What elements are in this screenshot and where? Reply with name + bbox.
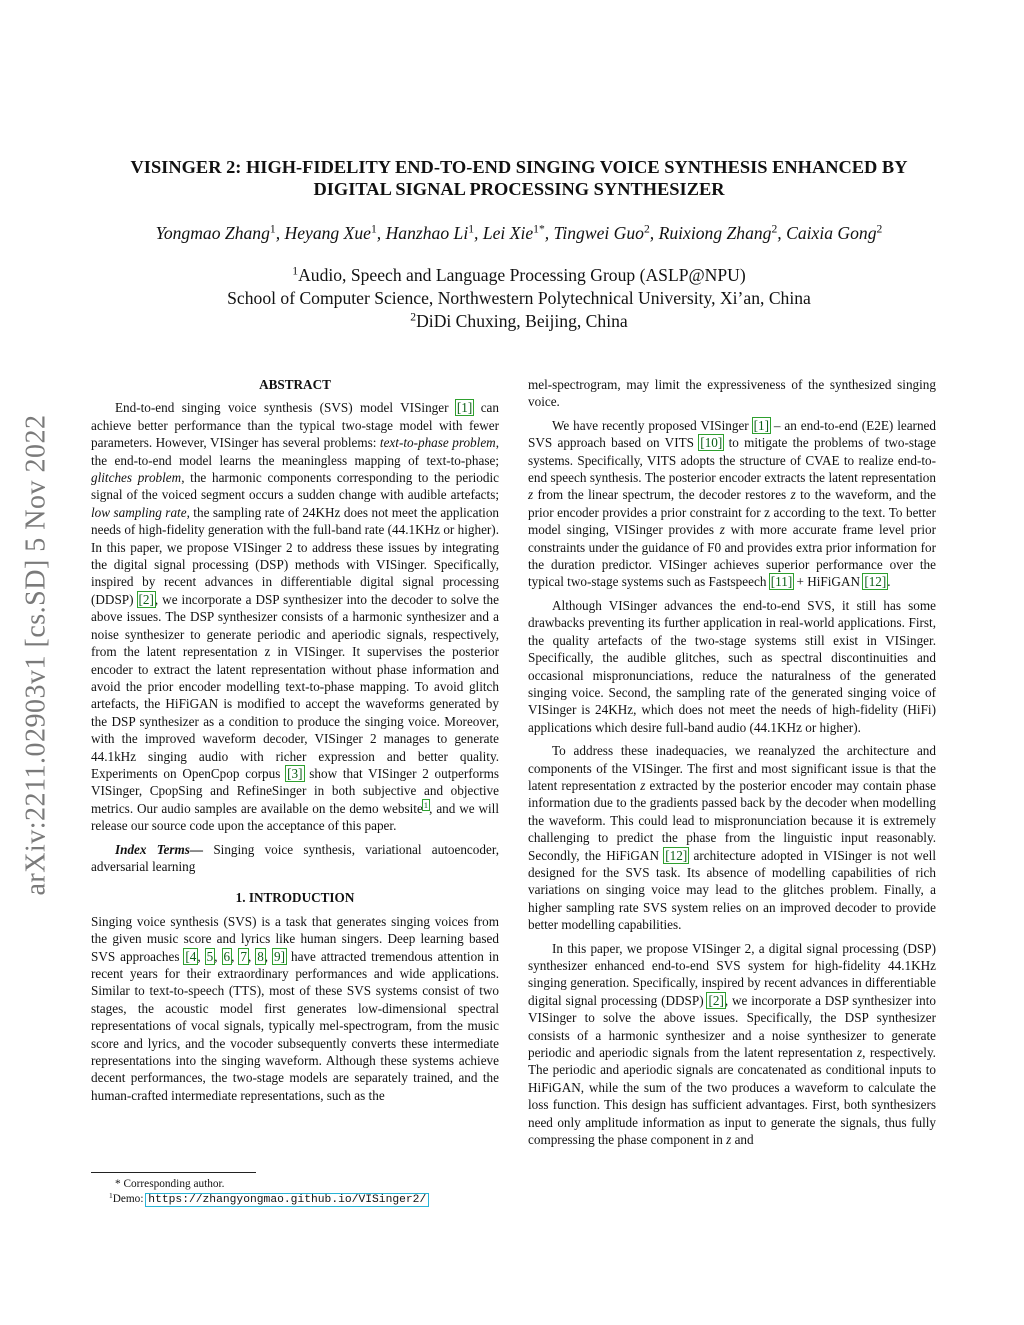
footnote-demo: $^1$Demo: https://zhangyongmao.github.io/VISinger2/ — [109, 1190, 427, 1206]
citation-link[interactable]: [12] — [665, 847, 688, 863]
author[interactable]: Caixia Gong — [786, 223, 877, 243]
citation-link[interactable]: [12] — [864, 574, 887, 590]
citation-link[interactable]: [2] — [708, 992, 724, 1008]
intro-paragraph: Although VISinger advances the end-to-end SVS, it still has some drawbacks preventing its further application in real-world applications. First, the quality artefacts of the two-stage systems still exist in VISinger. Specifically, the audible glitches, such as spectral discontinuities and occasional mispronunciations, reduce the naturalness of the generated singing voice. Second, the sampling rate of the generated singing voice of VISinger is 24KHz, which does not meet the needs of high-fidelity (HiFi) applications which desire full-band audio (44.1KHz or higher). — [528, 597, 936, 735]
author[interactable]: Lei Xie — [482, 223, 534, 243]
author[interactable]: Ruixiong Zhang — [658, 223, 772, 243]
footnote-rule — [91, 1172, 256, 1173]
citation-link[interactable]: [3] — [287, 765, 303, 781]
intro-paragraph: To address these inadequacies, we reanalyzed the architecture and components of the VISinger. The first and most significant issue is that the latent representation z extracted by the posterior encoder may contain phase information due to the gradients passed back by the decoder when modelling the waveform. This could lead to mispronunciation because it is extremely challenging to predict the phase from the linguistic input reasonably. Secondly, the HiFiGAN [12] architecture adopted in VISinger is not well designed for the SVS task. Its absence of modelling capabilities of rich variations on singing voice may lead to the glitches problem. Finally, a higher sampling rate SVS system relies on an improved decoder to provide better modelling capabilities. — [528, 743, 936, 933]
footnote-corresponding: * Corresponding author. — [115, 1178, 225, 1190]
affiliations — [90, 264, 948, 333]
abstract-heading: ABSTRACT — [259, 377, 331, 392]
demo-url-link[interactable]: https://zhangyongmao.github.io/VISinger2/ — [148, 1194, 427, 1206]
author[interactable]: Heyang Xue — [284, 223, 371, 243]
affiliation-1-school: School of Computer Science, Northwestern Polytechnical University, Xi’an, China — [227, 288, 811, 308]
intro-paragraph: We have recently proposed VISinger [1] – an end-to-end (E2E) learned SVS approach based on VITS [10] to mitigate the problems of two-stage systems. Specifically, VITS adopts the structure of CVAE to realize end-to-end speech synthesis. The posterior encoder extracts the latent representation z from the linear spectrum, the decoder restores z to the waveform, and the prior encoder provides a prior constraint for z according to the text. To better model singing, VISinger provides z with more accurate frame level prior constraints under the guidance of F0 and provides extra prior information for the duration predictor. VISinger achieves superior performance over the typical two-stage systems such as Fastspeech [11] + HiFiGAN [12]. — [528, 417, 937, 590]
citation-link[interactable]: [10] — [700, 435, 723, 451]
affiliation-2: $^2$DiDi Chuxing, Beijing, China — [410, 310, 628, 331]
intro-paragraph: Singing voice synthesis (SVS) is a task that generates singing voices from the given music score and lyrics like human singers. Deep learning based SVS approaches [4, 5, 6, 7, 8, 9] have attracted tremendous attention in recent years for their extraordinary performances and wide applications. Similar to text-to-speech (TTS), most of these SVS systems consist of two stages, the acoustic model first generates low-dimensional spectral representations of vocal signals, typically mel-spectrogram, from the music score and lyrics, and the vocoder subsequently converts these intermediate representations into the singing waveform. Although these systems achieve decent performances, the two-stage models are separately trained, and the human-crafted intermediate representations, such as the — [91, 913, 499, 1103]
footnotes — [91, 1172, 499, 1208]
author[interactable]: Tingwei Guo — [553, 223, 644, 243]
citation-link[interactable]: [11] — [770, 574, 793, 590]
intro-paragraph: In this paper, we propose VISinger 2, a digital signal processing (DSP) synthesizer enhanced end-to-end SVS system for high-fidelity 44.1KHz singing generation. Specifically, inspired by recent advances in differentiable digital signal processing (DDSP) [2], we incorporate a DSP synthesizer into VISinger to solve the above issues. Specifically, the DSP synthesizer consists of a harmonic synthesizer and a noise synthesizer to generate periodic and aperiodic signals from the latent representation z, respectively. The periodic and aperiodic signals are concatenated as conditional inputs to HiFiGAN, while the sum of the two produces a waveform to calculate the loss function. This design has sufficient advantages. First, both synthesizers need only amplitude information as input to generate the signals, thus fully compressing the phase component in z and — [528, 940, 936, 1148]
citation-link[interactable]: [1] — [456, 400, 473, 416]
arxiv-identifier: arXiv:2211.02903v1 [cs.SD] 5 Nov 2022 — [20, 414, 52, 896]
author[interactable]: Yongmao Zhang — [155, 223, 270, 243]
left-column — [91, 376, 499, 1104]
intro-continued: mel-spectrogram, may limit the expressiveness of the synthesized singing voice. — [528, 377, 936, 410]
author[interactable]: Hanzhao Li — [385, 223, 469, 243]
intro-heading: 1. INTRODUCTION — [235, 890, 355, 906]
index-terms: Index Terms— Singing voice synthesis, variational autoencoder, adversarial learning — [91, 841, 499, 874]
affiliation-1: $^1$Audio, Speech and Language Processing Group (ASLP@NPU) — [292, 264, 746, 285]
right-column — [528, 376, 936, 1148]
abstract-body: End-to-end singing voice synthesis (SVS) model VISinger [1] can achieve better performance than the typical two-stage model with fewer parameters. However, VISinger has several problems: text-to-phase problem, the end-to-end model learns the meaningless mapping of text-to-phase; glitches problem, the harmonic components corresponding to the periodic signal of the voiced segment occurs a sudden change with audible artefacts; low sampling rate, the sampling rate of 24KHz does not meet the application needs of high-fidelity generation with the full-band rate (44.1KHz or higher). In this paper, we propose VISinger 2 to address these issues by integrating the digital signal processing (DSP) methods with VISinger. Specifically, inspired by recent advances in differentiable digital signal processing (DDSP) [2], we incorporate a DSP synthesizer into the decoder to solve the above issues. The DSP synthesizer consists of a harmonic synthesizer and a noise synthesizer to generate periodic and aperiodic signals, respectively, from the latent representation z in VISinger. It supervises the posterior encoder to extract the latent representation without phase information and avoid the prior encoder modelling text-to-phase mapping. To avoid glitch artefacts, the HiFiGAN is modified to accept the waveforms generated by the DSP synthesizer as a condition to produce the singing voice. Moreover, with the improved waveform decoder, VISinger 2 manages to generate 44.1kHz singing audio with richer expression and better quality. Experiments on OpenCpop corpus [3] show that VISinger 2 outperforms VISinger, CpopSing and RefineSinger in both subjective and objective metrics. Our audio samples are available on the demo website$^1$, and we will release our source code upon the acceptance of this paper. — [91, 400, 500, 834]
citation-link[interactable]: [1] — [753, 417, 769, 433]
citation-link[interactable]: [2] — [138, 591, 154, 607]
paper-title: VISINGER 2: HIGH-FIDELITY END-TO-END SINGING VOICE SYNTHESIS ENHANCED BY DIGITAL SIGNAL PROCESSING SYNTHESIZER — [130, 157, 908, 199]
author-list: Yongmao Zhang$^1$, Heyang Xue$^1$, Hanzhao Li$^1$, Lei Xie$^{1*}$, Tingwei Guo$^2$, Ruixiong Zhang$^2$, Caixia Gong$^2$ — [155, 222, 883, 243]
footnote-ref[interactable]: 1 — [423, 799, 429, 810]
